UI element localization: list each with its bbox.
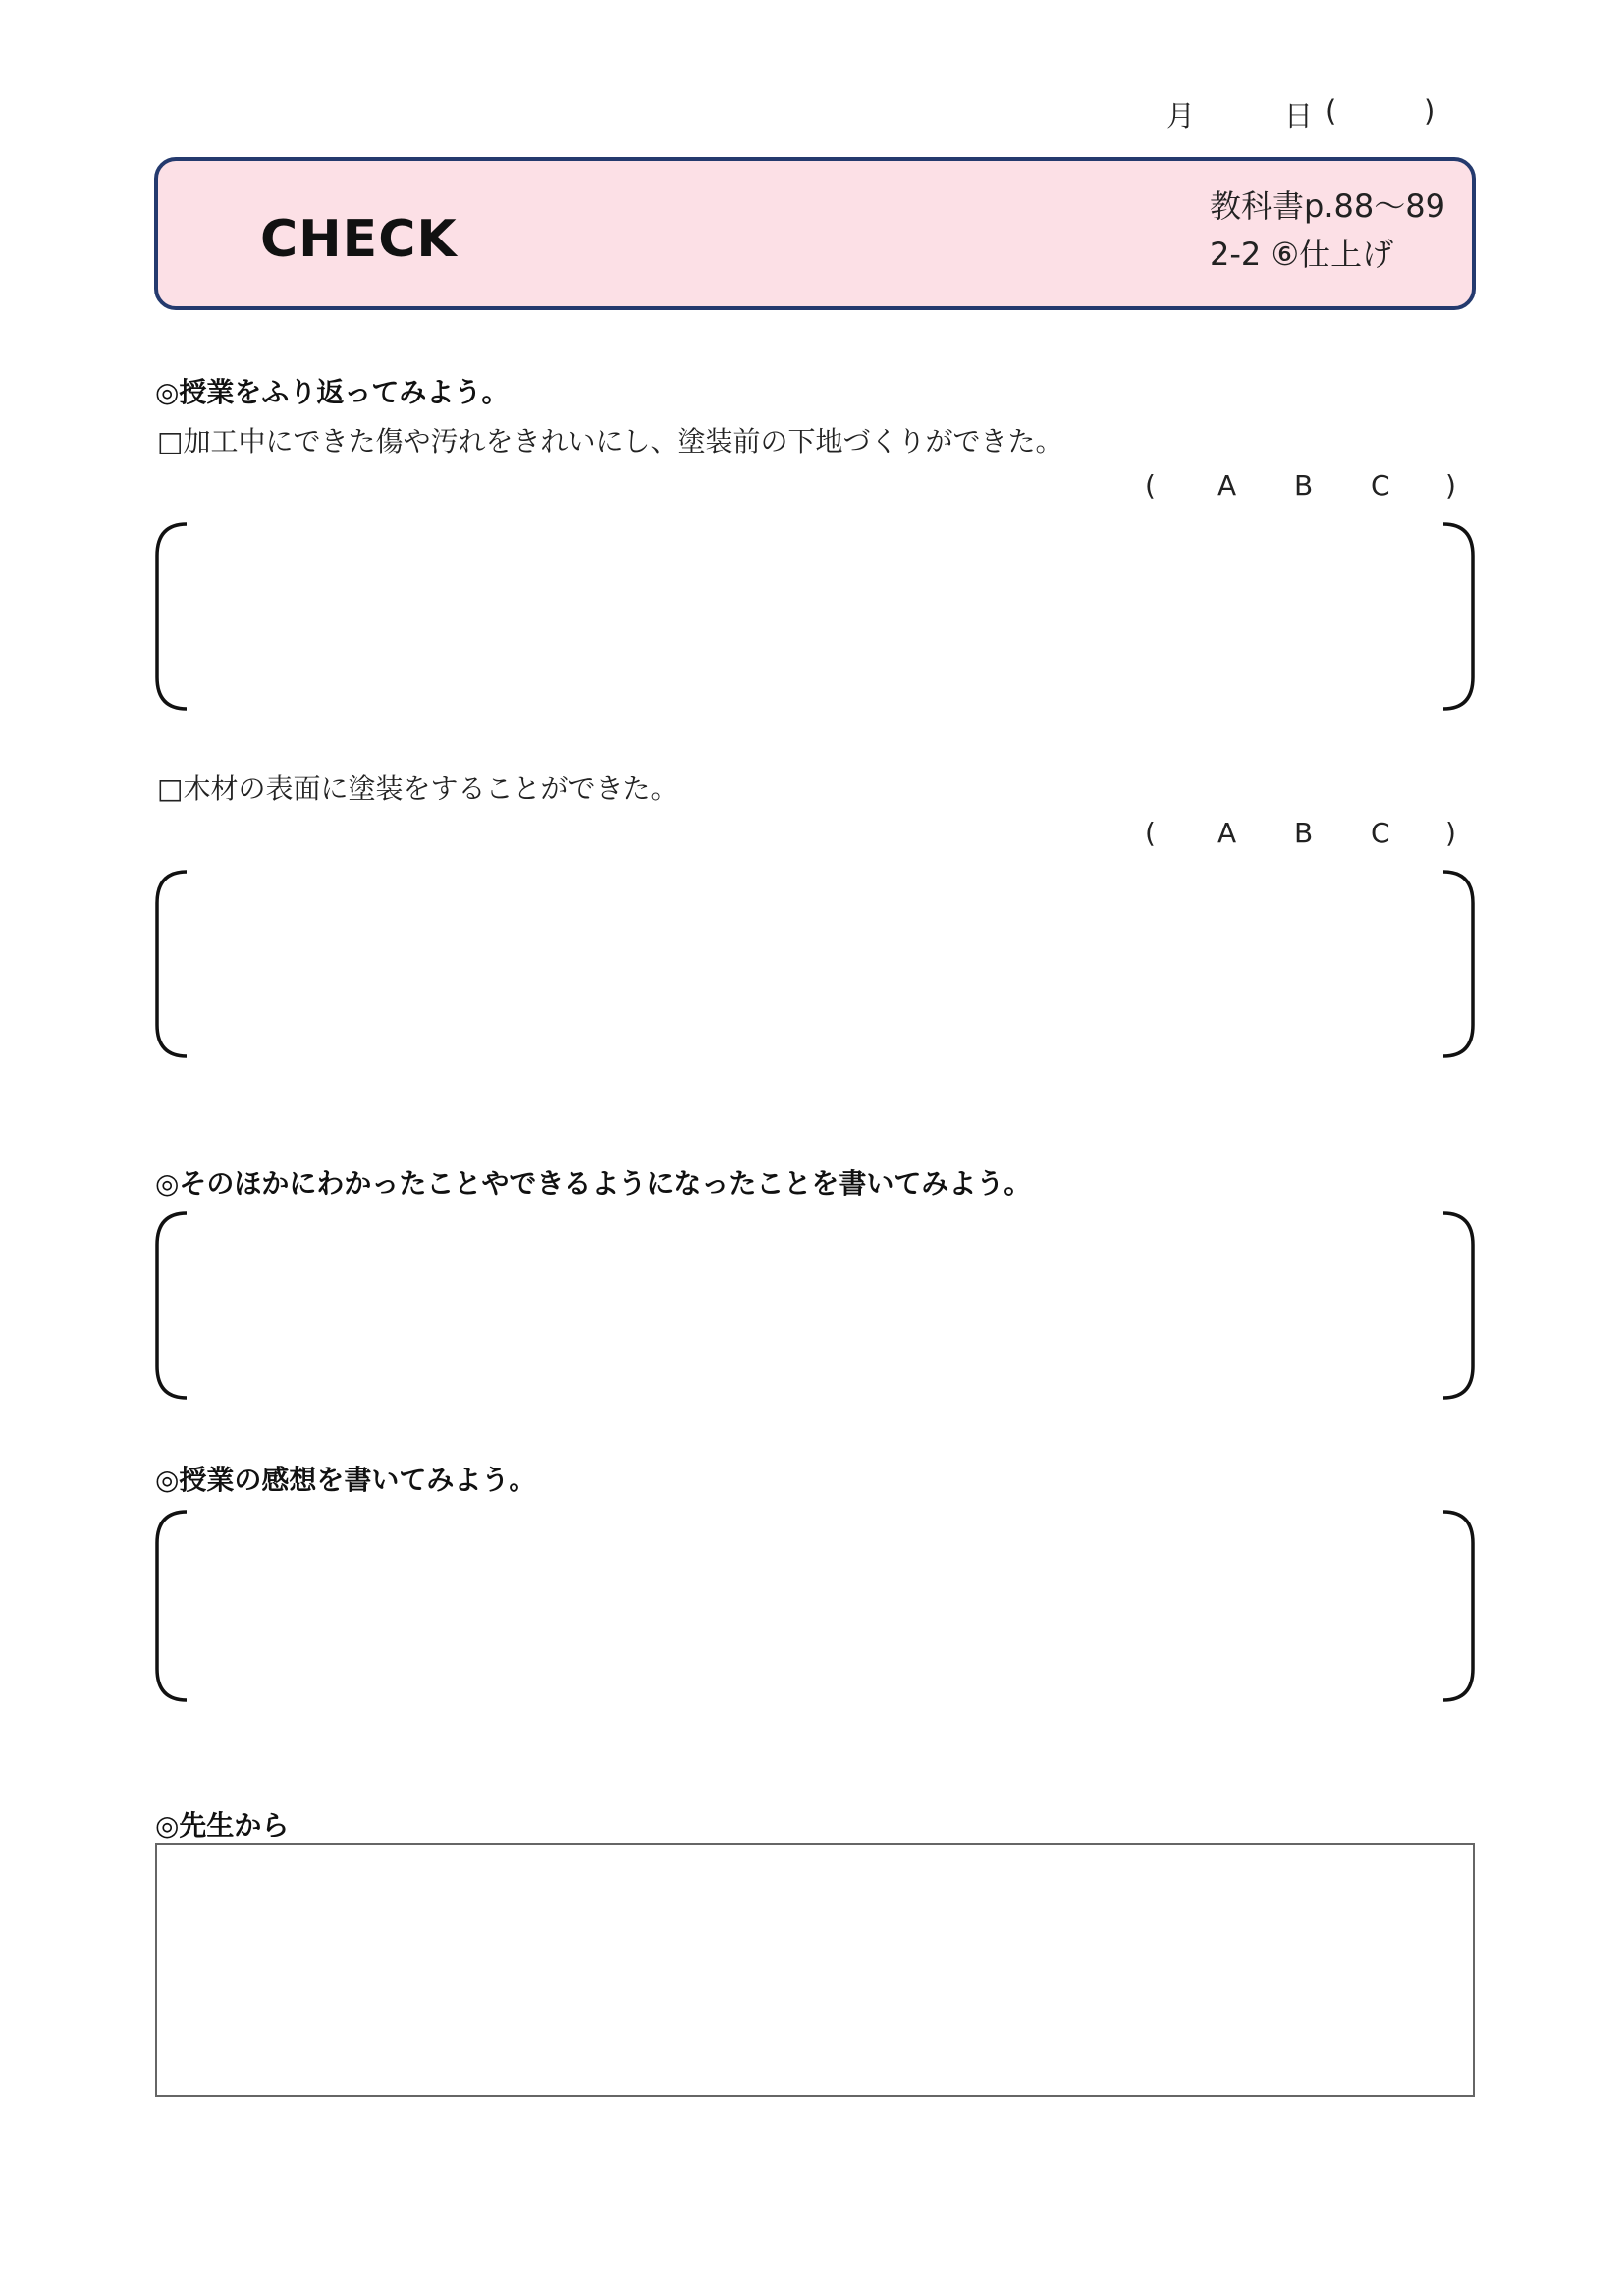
teacher-heading: ◎先生から [155, 1809, 290, 1842]
other-learning-brackets [155, 1211, 1475, 1400]
reflection-item-1 [157, 420, 1062, 459]
rating-2-c[interactable]: C [1371, 817, 1390, 849]
answer-area-1[interactable] [155, 522, 1475, 711]
weekday-paren-open: ( [1325, 94, 1337, 128]
rating-2-a[interactable]: A [1217, 817, 1237, 849]
header-reference-block [1210, 183, 1445, 279]
reflection-item-1-text: 加工中にできた傷や汚れをきれいにし、塗装前の下地づくりができた。 [183, 425, 1063, 457]
textbook-reference: 教科書p.88〜89 [1210, 187, 1445, 225]
reflection-item-2 [157, 768, 677, 807]
unit-label: 2-2 ⑥仕上げ [1210, 236, 1394, 273]
page-title: CHECK [260, 210, 458, 269]
rating-1-c[interactable]: C [1371, 469, 1390, 502]
teacher-comment-box[interactable] [155, 1843, 1475, 2097]
day-label: 日 [1284, 99, 1314, 133]
checkbox-1[interactable]: □ [157, 425, 184, 457]
impression-brackets [155, 1510, 1475, 1702]
rating-1-close: ) [1445, 469, 1456, 502]
rating-1-b[interactable]: B [1294, 469, 1314, 502]
rating-2-b[interactable]: B [1294, 817, 1314, 849]
reflection-heading: ◎授業をふり返ってみよう。 [155, 376, 510, 408]
rating-1-open: ( [1145, 469, 1156, 502]
rating-2-close: ) [1445, 817, 1456, 849]
other-learning-area[interactable] [155, 1211, 1475, 1400]
rating-2-open: ( [1145, 817, 1156, 849]
rating-1-a[interactable]: A [1217, 469, 1237, 502]
impression-area[interactable] [155, 1510, 1475, 1702]
month-label: 月 [1166, 99, 1196, 133]
reflection-item-2-text: 木材の表面に塗装をすることができた。 [183, 773, 678, 805]
rating-1 [1145, 469, 1469, 505]
weekday-paren-close: ) [1424, 94, 1435, 128]
impression-heading: ◎授業の感想を書いてみよう。 [155, 1464, 537, 1496]
answer-area-2[interactable] [155, 870, 1475, 1058]
checkbox-2[interactable]: □ [157, 773, 184, 805]
rating-2 [1145, 817, 1469, 852]
answer-area-2-brackets [155, 870, 1475, 1058]
other-learning-heading: ◎そのほかにわかったことやできるようになったことを書いてみよう。 [155, 1167, 1032, 1200]
answer-area-1-brackets [155, 522, 1475, 711]
